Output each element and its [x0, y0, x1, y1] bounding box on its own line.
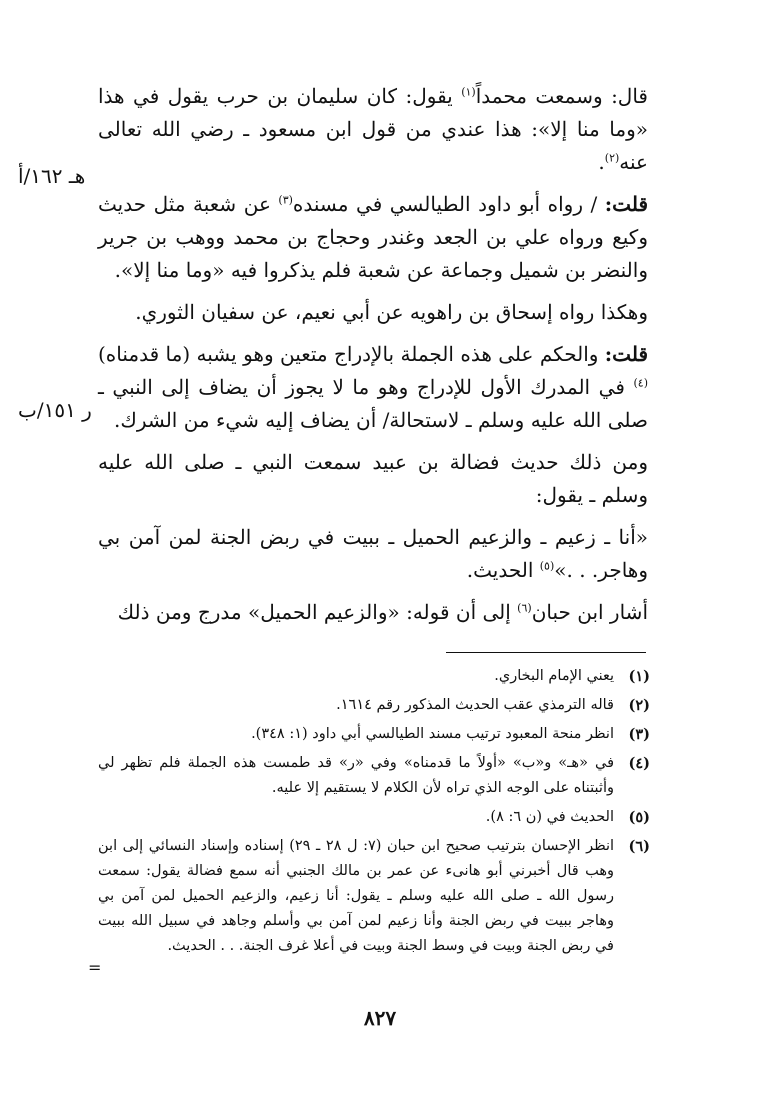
footnote-ref-6: (٦): [517, 601, 532, 615]
paragraph-7: أشار ابن حبان$^{(٦)}$ إلى أن قوله: «والزعيم الحميل» مدرج ومن ذلك: [117, 600, 648, 624]
main-text: [98, 80, 648, 638]
footnote-item: [98, 722, 650, 747]
footnote-divider: [446, 652, 646, 653]
footnote-number: (٥): [628, 809, 650, 826]
footnote-text: قاله الترمذي عقب الحديث المذكور رقم ١٦١٤.: [336, 697, 614, 713]
footnotes: [98, 664, 650, 963]
paragraph-3: وهكذا رواه إسحاق بن راهويه عن أبي نعيم، عن سفيان الثوري.: [135, 300, 648, 324]
footnote-item: [98, 751, 650, 801]
footnote-text: انظر الإحسان بترتيب صحيح ابن حبان (٧: ل ٢٨ ـ ٢٩) إسناده وإسناد النسائي إلى ابن وهب قال أخبرني أبو هانىء عن عمر بن مالك الجنبي أنه سمع فضالة يقول: سمعت رسول الله ـ صلى الله عليه وسلم ـ يقول: أنا زعيم، والزعيم الحميل لمن آمن بي وهاجر ببيت في ربض الجنة وأنا زعيم لمن آمن بي وأسلم وجاهد في سبيل الله ببيت في ربض الجنة وبيت في وسط الجنة وبيت في أعلا غرف الجنة. . . الحديث.: [98, 838, 615, 954]
continuation-mark: =: [88, 958, 102, 977]
footnote-number: (٢): [628, 697, 650, 714]
footnote-item: [98, 693, 650, 718]
footnote-ref-4: (٤): [633, 376, 648, 390]
footnote-ref-3: (٣): [278, 193, 293, 207]
footnote-text: يعني الإمام البخاري.: [494, 668, 614, 684]
footnote-text: في «هـ» و«ب» «أولاً ما قدمناه» وفي «ر» قد طمست هذه الجملة فلم تظهر لي وأثبتناه على الوجه الذي تراه لأن الكلام لا يستقيم إلا عليه.: [98, 755, 614, 796]
footnote-item: [98, 805, 650, 830]
page-number: ٨٢٧: [363, 1006, 397, 1030]
footnote-number: (٤): [628, 755, 650, 772]
margin-note-manuscript-r: ر ١٥١/ب: [18, 398, 92, 422]
paragraph-5: ومن ذلك حديث فضالة بن عبيد سمعت النبي ـ صلى الله عليه وسلم ـ يقول:: [98, 450, 648, 507]
footnote-text: انظر منحة المعبود ترتيب مسند الطيالسي أبي داود (١: ٣٤٨).: [251, 726, 614, 742]
footnote-ref-2: (٢): [604, 151, 620, 165]
paragraph-1: قال: وسمعت محمداً$^{(١)}$ يقول: كان سليمان بن حرب يقول في هذا «وما منا إلا»: هذا عندي من قول ابن مسعود ـ رضي الله تعالى عنه$^{(٢)}$.: [98, 84, 648, 174]
paragraph-lead: قلت:: [604, 192, 648, 216]
paragraph-2: قلت: / رواه أبو داود الطيالسي في مسنده$^{(٣)}$ عن شعبة مثل حديث وكيع ورواه علي بن الجعد وغندر وحجاج بن محمد ووهب بن جرير والنضر بن شميل وجماعة عن شعبة فلم يذكروا فيه «وما منا إلا».: [98, 192, 648, 282]
footnote-number: (١): [628, 668, 650, 685]
margin-note-manuscript-h: هـ ١٦٢/أ: [18, 164, 86, 188]
footnote-item: [98, 664, 650, 689]
footnote-item: [98, 834, 650, 959]
paragraph-4: قلت: والحكم على هذه الجملة بالإدراج متعين وهو يشبه (ما قدمناه)$^{(٤)}$ في المدرك الأول للإدراج وهو ما لا يجوز أن يضاف إلى النبي ـ صلى الله عليه وسلم ـ لاستحالة/ أن يضاف إليه شيء من الشرك.: [98, 342, 648, 432]
footnote-ref-5: (٥): [539, 559, 555, 573]
footnote-number: (٣): [628, 726, 650, 743]
footnote-text: الحديث في (ن ٦: ٨).: [485, 809, 614, 825]
paragraph-6-quote: «أنا ـ زعيم ـ والزعيم الحميل ـ ببيت في ربض الجنة لمن آمن بي وهاجر. . .»$^{(٥)}$ الحديث.: [98, 525, 648, 582]
footnote-number: (٦): [628, 838, 650, 855]
paragraph-lead: قلت:: [604, 342, 648, 366]
footnote-ref-1: (١): [461, 85, 476, 99]
